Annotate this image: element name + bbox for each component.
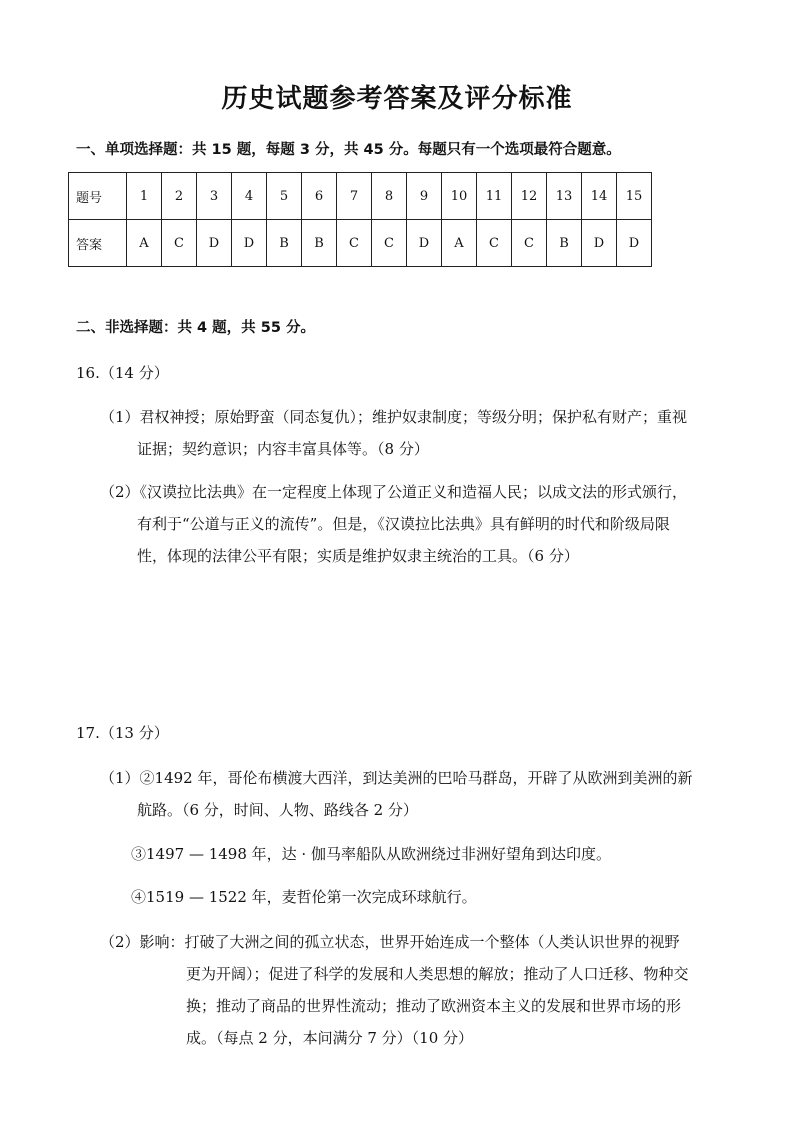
page-title: 历史试题参考答案及评分标准 — [221, 84, 573, 114]
table-cell: B — [267, 220, 302, 267]
table-cell: 10 — [442, 173, 477, 220]
q17-part2-line4: 成。（每点 2 分，本问满分 7 分）（10 分） — [186, 1029, 474, 1047]
q17-part1-line1: （1）②1492 年，哥伦布横渡大西洋，到达美洲的巴哈马群岛，开辟了从欧洲到美洲的新 — [100, 769, 693, 787]
table-cell: 9 — [407, 173, 442, 220]
table-cell: C — [337, 220, 372, 267]
section1-heading: 一、单项选择题：共 15 题，每题 3 分，共 45 分。每题只有一个选项最符合题意。 — [76, 142, 621, 158]
table-cell: 3 — [197, 173, 232, 220]
row-label-answer: 答案 — [69, 220, 127, 267]
table-cell: C — [162, 220, 197, 267]
table-cell: C — [512, 220, 547, 267]
table-cell: D — [407, 220, 442, 267]
table-cell: 8 — [372, 173, 407, 220]
table-cell: D — [197, 220, 232, 267]
table-row-numbers — [69, 173, 652, 220]
table-cell: 15 — [617, 173, 652, 220]
table-cell: 6 — [302, 173, 337, 220]
q17-part2-line3: 换；推动了商品的世界性流动；推动了欧洲资本主义的发展和世界市场的形 — [186, 997, 682, 1015]
table-cell: 11 — [477, 173, 512, 220]
answer-table — [68, 172, 652, 267]
table-cell: 5 — [267, 173, 302, 220]
q17-part1-line2: 航路。（6 分，时间、人物、路线各 2 分） — [137, 801, 418, 819]
table-cell: 1 — [127, 173, 162, 220]
q17-part1-item3: ③1497 — 1498 年，达 · 伽马率船队从欧洲绕过非洲好望角到达印度。 — [131, 845, 611, 863]
row-label-number: 题号 — [69, 173, 127, 220]
table-cell: 7 — [337, 173, 372, 220]
table-cell: B — [302, 220, 337, 267]
q16-part1-line1: （1）君权神授；原始野蛮（同态复仇）；维护奴隶制度；等级分明；保护私有财产；重视 — [100, 408, 688, 426]
section2-heading: 二、非选择题：共 4 题，共 55 分。 — [76, 320, 315, 336]
table-cell: C — [477, 220, 512, 267]
q16-part2-line2: 有利于“公道与正义的流传”。但是，《汉谟拉比法典》具有鲜明的时代和阶级局限 — [137, 515, 670, 533]
table-cell: 14 — [582, 173, 617, 220]
q17-part2-line1: （2）影响：打破了大洲之间的孤立状态，世界开始连成一个整体（人类认识世界的视野 — [100, 933, 680, 951]
table-cell: D — [232, 220, 267, 267]
table-cell: 13 — [547, 173, 582, 220]
q16-part2-line3: 性，体现的法律公平有限；实质是维护奴隶主统治的工具。（6 分） — [137, 547, 579, 565]
table-cell: D — [617, 220, 652, 267]
table-cell: C — [372, 220, 407, 267]
table-cell: A — [127, 220, 162, 267]
table-cell: D — [582, 220, 617, 267]
table-cell: 12 — [512, 173, 547, 220]
table-cell: B — [547, 220, 582, 267]
table-row-answers — [69, 220, 652, 267]
table-cell: 2 — [162, 173, 197, 220]
question-17-header: 17.（13 分） — [76, 724, 169, 742]
table-cell: 4 — [232, 173, 267, 220]
q16-part1-line2: 证据；契约意识；内容丰富具体等。（8 分） — [137, 440, 429, 458]
table-cell: A — [442, 220, 477, 267]
q16-part2-line1: （2）《汉谟拉比法典》在一定程度上体现了公道正义和造福人民；以成文法的形式颁行， — [100, 483, 688, 501]
q17-part2-line2: 更为开阔）；促进了科学的发展和人类思想的解放；推动了人口迁移、物种交 — [186, 965, 689, 983]
q17-part1-item4: ④1519 — 1522 年，麦哲伦第一次完成环球航行。 — [131, 888, 477, 906]
question-16-header: 16.（14 分） — [76, 364, 169, 382]
